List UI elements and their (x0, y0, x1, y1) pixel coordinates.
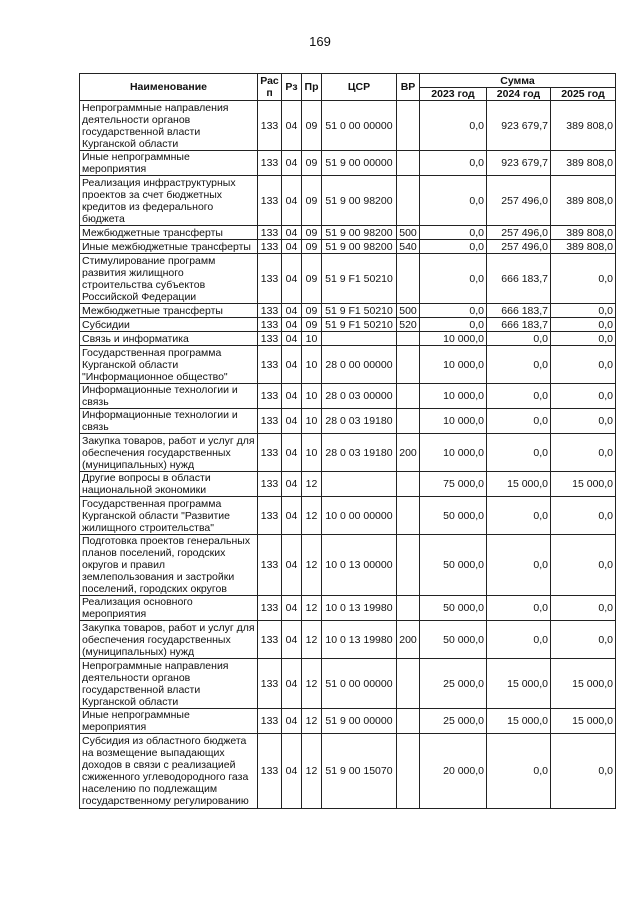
cell-rz: 04 (282, 332, 302, 346)
cell-2025: 0,0 (551, 734, 616, 809)
table-row (80, 176, 616, 226)
cell-rz: 04 (282, 318, 302, 332)
cell-rz: 04 (282, 226, 302, 240)
table-header (80, 74, 616, 101)
cell-2023: 0,0 (420, 254, 487, 304)
cell-2023: 25 000,0 (420, 709, 487, 734)
cell-name: Информационные технологии и связь (80, 384, 258, 409)
cell-name: Другие вопросы в области национальной экономики (80, 472, 258, 497)
cell-name: Реализация инфраструктурных проектов за счет бюджетных кредитов из федерального бюджета (80, 176, 258, 226)
cell-2024: 923 679,7 (487, 101, 551, 151)
cell-rasp: 133 (258, 254, 282, 304)
page-number: 169 (309, 34, 331, 49)
cell-pr: 09 (302, 240, 322, 254)
table-row (80, 709, 616, 734)
cell-csr: 10 0 13 19980 (322, 621, 397, 659)
cell-name: Реализация основного мероприятия (80, 596, 258, 621)
cell-2024: 0,0 (487, 596, 551, 621)
cell-2023: 0,0 (420, 318, 487, 332)
header-2024: 2024 год (487, 88, 551, 101)
cell-2024: 257 496,0 (487, 240, 551, 254)
cell-rz: 04 (282, 240, 302, 254)
cell-rasp: 133 (258, 226, 282, 240)
table-body (80, 101, 616, 809)
cell-vr (397, 254, 420, 304)
cell-rasp: 133 (258, 497, 282, 535)
cell-csr: 51 9 00 98200 (322, 226, 397, 240)
cell-2023: 25 000,0 (420, 659, 487, 709)
table-row (80, 318, 616, 332)
table-row (80, 472, 616, 497)
cell-rz: 04 (282, 497, 302, 535)
cell-2024: 257 496,0 (487, 176, 551, 226)
cell-2025: 0,0 (551, 318, 616, 332)
cell-2025: 389 808,0 (551, 101, 616, 151)
cell-csr: 10 0 13 19980 (322, 596, 397, 621)
cell-rasp: 133 (258, 346, 282, 384)
cell-name: Связь и информатика (80, 332, 258, 346)
cell-2025: 0,0 (551, 346, 616, 384)
cell-2023: 50 000,0 (420, 621, 487, 659)
cell-name: Закупка товаров, работ и услуг для обеспечения государственных (муниципальных) нужд (80, 621, 258, 659)
cell-pr: 10 (302, 384, 322, 409)
cell-2024: 0,0 (487, 535, 551, 596)
cell-rasp: 133 (258, 384, 282, 409)
cell-2025: 389 808,0 (551, 176, 616, 226)
table-row (80, 409, 616, 434)
cell-2025: 389 808,0 (551, 151, 616, 176)
cell-rasp: 133 (258, 434, 282, 472)
cell-csr: 51 0 00 00000 (322, 659, 397, 709)
table-row (80, 151, 616, 176)
cell-csr: 10 0 00 00000 (322, 497, 397, 535)
cell-rasp: 133 (258, 304, 282, 318)
cell-rz: 04 (282, 304, 302, 318)
header-2023: 2023 год (420, 88, 487, 101)
cell-rasp: 133 (258, 709, 282, 734)
cell-2024: 666 183,7 (487, 304, 551, 318)
cell-pr: 12 (302, 497, 322, 535)
cell-2024: 15 000,0 (487, 659, 551, 709)
cell-2025: 389 808,0 (551, 240, 616, 254)
cell-pr: 09 (302, 151, 322, 176)
table-row (80, 240, 616, 254)
cell-2023: 10 000,0 (420, 434, 487, 472)
table-row (80, 254, 616, 304)
cell-vr (397, 151, 420, 176)
cell-rasp: 133 (258, 621, 282, 659)
cell-csr: 28 0 00 00000 (322, 346, 397, 384)
cell-2025: 0,0 (551, 332, 616, 346)
cell-2025: 0,0 (551, 384, 616, 409)
cell-rasp: 133 (258, 535, 282, 596)
cell-vr: 500 (397, 304, 420, 318)
cell-pr: 12 (302, 472, 322, 497)
cell-pr: 12 (302, 535, 322, 596)
cell-vr (397, 734, 420, 809)
cell-vr (397, 409, 420, 434)
cell-rz: 04 (282, 734, 302, 809)
cell-2024: 0,0 (487, 497, 551, 535)
cell-name: Иные непрограммные мероприятия (80, 151, 258, 176)
cell-2023: 0,0 (420, 240, 487, 254)
cell-csr (322, 332, 397, 346)
cell-2025: 389 808,0 (551, 226, 616, 240)
header-rz: Рз (282, 74, 302, 101)
cell-csr: 51 9 00 98200 (322, 176, 397, 226)
cell-pr: 12 (302, 659, 322, 709)
cell-vr (397, 596, 420, 621)
table-row (80, 434, 616, 472)
header-rasp: Рас п (258, 74, 282, 101)
table-row (80, 621, 616, 659)
cell-rasp: 133 (258, 151, 282, 176)
cell-2023: 75 000,0 (420, 472, 487, 497)
table-row (80, 535, 616, 596)
cell-2024: 666 183,7 (487, 254, 551, 304)
cell-vr (397, 659, 420, 709)
cell-pr: 09 (302, 226, 322, 240)
cell-2023: 10 000,0 (420, 409, 487, 434)
cell-2025: 15 000,0 (551, 659, 616, 709)
cell-2025: 0,0 (551, 304, 616, 318)
cell-2023: 20 000,0 (420, 734, 487, 809)
cell-vr (397, 472, 420, 497)
cell-pr: 09 (302, 318, 322, 332)
cell-vr: 520 (397, 318, 420, 332)
budget-table (79, 73, 616, 809)
cell-vr (397, 384, 420, 409)
cell-csr: 28 0 03 00000 (322, 384, 397, 409)
cell-rasp: 133 (258, 659, 282, 709)
cell-pr: 12 (302, 596, 322, 621)
cell-2023: 0,0 (420, 176, 487, 226)
cell-2023: 50 000,0 (420, 497, 487, 535)
cell-vr: 500 (397, 226, 420, 240)
table-row (80, 734, 616, 809)
cell-2023: 10 000,0 (420, 346, 487, 384)
cell-pr: 10 (302, 409, 322, 434)
cell-csr: 51 9 F1 50210 (322, 304, 397, 318)
cell-rz: 04 (282, 346, 302, 384)
table-row (80, 346, 616, 384)
cell-rasp: 133 (258, 101, 282, 151)
cell-pr: 09 (302, 176, 322, 226)
cell-2024: 15 000,0 (487, 472, 551, 497)
cell-rasp: 133 (258, 318, 282, 332)
cell-2025: 0,0 (551, 497, 616, 535)
cell-2024: 0,0 (487, 734, 551, 809)
cell-name: Закупка товаров, работ и услуг для обеспечения государственных (муниципальных) нужд (80, 434, 258, 472)
cell-csr: 51 9 F1 50210 (322, 254, 397, 304)
cell-2025: 0,0 (551, 596, 616, 621)
cell-2023: 0,0 (420, 226, 487, 240)
cell-2025: 0,0 (551, 434, 616, 472)
cell-csr: 10 0 13 00000 (322, 535, 397, 596)
cell-2023: 0,0 (420, 101, 487, 151)
cell-pr: 10 (302, 346, 322, 384)
cell-vr (397, 332, 420, 346)
cell-vr (397, 535, 420, 596)
cell-2024: 257 496,0 (487, 226, 551, 240)
table-row (80, 332, 616, 346)
cell-rz: 04 (282, 409, 302, 434)
cell-2024: 0,0 (487, 409, 551, 434)
cell-name: Межбюджетные трансферты (80, 226, 258, 240)
cell-rz: 04 (282, 535, 302, 596)
cell-csr (322, 472, 397, 497)
cell-rasp: 133 (258, 596, 282, 621)
table-row (80, 101, 616, 151)
cell-vr: 540 (397, 240, 420, 254)
cell-name: Непрограммные направления деятельности органов государственной власти Курганской области (80, 101, 258, 151)
cell-rz: 04 (282, 621, 302, 659)
cell-csr: 51 9 00 15070 (322, 734, 397, 809)
cell-rz: 04 (282, 596, 302, 621)
cell-rz: 04 (282, 659, 302, 709)
table-row (80, 596, 616, 621)
table-row (80, 304, 616, 318)
cell-rz: 04 (282, 434, 302, 472)
cell-csr: 28 0 03 19180 (322, 409, 397, 434)
cell-2024: 923 679,7 (487, 151, 551, 176)
cell-name: Межбюджетные трансферты (80, 304, 258, 318)
cell-name: Субсидии (80, 318, 258, 332)
table-row (80, 226, 616, 240)
cell-2024: 15 000,0 (487, 709, 551, 734)
header-name: Наименование (80, 74, 258, 101)
cell-rz: 04 (282, 176, 302, 226)
cell-pr: 10 (302, 332, 322, 346)
cell-2024: 0,0 (487, 332, 551, 346)
cell-vr (397, 176, 420, 226)
cell-csr: 51 9 00 00000 (322, 151, 397, 176)
cell-name: Субсидия из областного бюджета на возмещение выпадающих доходов в связи с реализацией сжиженного углеводородного газа населению по подлежащим государственному регулированию (80, 734, 258, 809)
cell-csr: 51 0 00 00000 (322, 101, 397, 151)
cell-name: Государственная программа Курганской области "Информационное общество" (80, 346, 258, 384)
cell-2023: 10 000,0 (420, 384, 487, 409)
cell-csr: 51 9 00 98200 (322, 240, 397, 254)
cell-2025: 0,0 (551, 254, 616, 304)
header-vr: ВР (397, 74, 420, 101)
cell-name: Подготовка проектов генеральных планов поселений, городских округов и правил землепользования и застройки поселений, городских округов (80, 535, 258, 596)
cell-2025: 15 000,0 (551, 709, 616, 734)
table-row (80, 497, 616, 535)
cell-2023: 0,0 (420, 304, 487, 318)
cell-2023: 50 000,0 (420, 596, 487, 621)
cell-vr (397, 101, 420, 151)
cell-name: Непрограммные направления деятельности органов государственной власти Курганской области (80, 659, 258, 709)
cell-vr: 200 (397, 434, 420, 472)
cell-2025: 0,0 (551, 409, 616, 434)
header-sum: Сумма (420, 74, 616, 88)
table-row (80, 659, 616, 709)
cell-rasp: 133 (258, 240, 282, 254)
cell-csr: 28 0 03 19180 (322, 434, 397, 472)
cell-csr: 51 9 00 00000 (322, 709, 397, 734)
header-pr: Пр (302, 74, 322, 101)
cell-2023: 50 000,0 (420, 535, 487, 596)
cell-2024: 0,0 (487, 346, 551, 384)
cell-2023: 10 000,0 (420, 332, 487, 346)
cell-2025: 15 000,0 (551, 472, 616, 497)
cell-vr (397, 709, 420, 734)
cell-rasp: 133 (258, 472, 282, 497)
cell-vr (397, 346, 420, 384)
cell-rasp: 133 (258, 734, 282, 809)
cell-rz: 04 (282, 254, 302, 304)
cell-rz: 04 (282, 384, 302, 409)
cell-csr: 51 9 F1 50210 (322, 318, 397, 332)
cell-rz: 04 (282, 101, 302, 151)
cell-name: Информационные технологии и связь (80, 409, 258, 434)
cell-rasp: 133 (258, 176, 282, 226)
cell-2024: 0,0 (487, 621, 551, 659)
cell-pr: 09 (302, 304, 322, 318)
cell-rasp: 133 (258, 332, 282, 346)
cell-pr: 10 (302, 434, 322, 472)
cell-2025: 0,0 (551, 621, 616, 659)
cell-name: Государственная программа Курганской области "Развитие жилищного строительства" (80, 497, 258, 535)
cell-pr: 12 (302, 709, 322, 734)
cell-vr (397, 497, 420, 535)
cell-name: Иные непрограммные мероприятия (80, 709, 258, 734)
cell-name: Стимулирование программ развития жилищного строительства субъектов Российской Федерации (80, 254, 258, 304)
cell-rasp: 133 (258, 409, 282, 434)
cell-2023: 0,0 (420, 151, 487, 176)
header-2025: 2025 год (551, 88, 616, 101)
cell-pr: 12 (302, 621, 322, 659)
cell-rz: 04 (282, 472, 302, 497)
cell-2024: 0,0 (487, 434, 551, 472)
cell-pr: 09 (302, 101, 322, 151)
cell-vr: 200 (397, 621, 420, 659)
table-row (80, 384, 616, 409)
cell-2024: 0,0 (487, 384, 551, 409)
cell-pr: 09 (302, 254, 322, 304)
cell-name: Иные межбюджетные трансферты (80, 240, 258, 254)
cell-2024: 666 183,7 (487, 318, 551, 332)
header-csr: ЦСР (322, 74, 397, 101)
cell-rz: 04 (282, 151, 302, 176)
cell-rz: 04 (282, 709, 302, 734)
cell-2025: 0,0 (551, 535, 616, 596)
cell-pr: 12 (302, 734, 322, 809)
